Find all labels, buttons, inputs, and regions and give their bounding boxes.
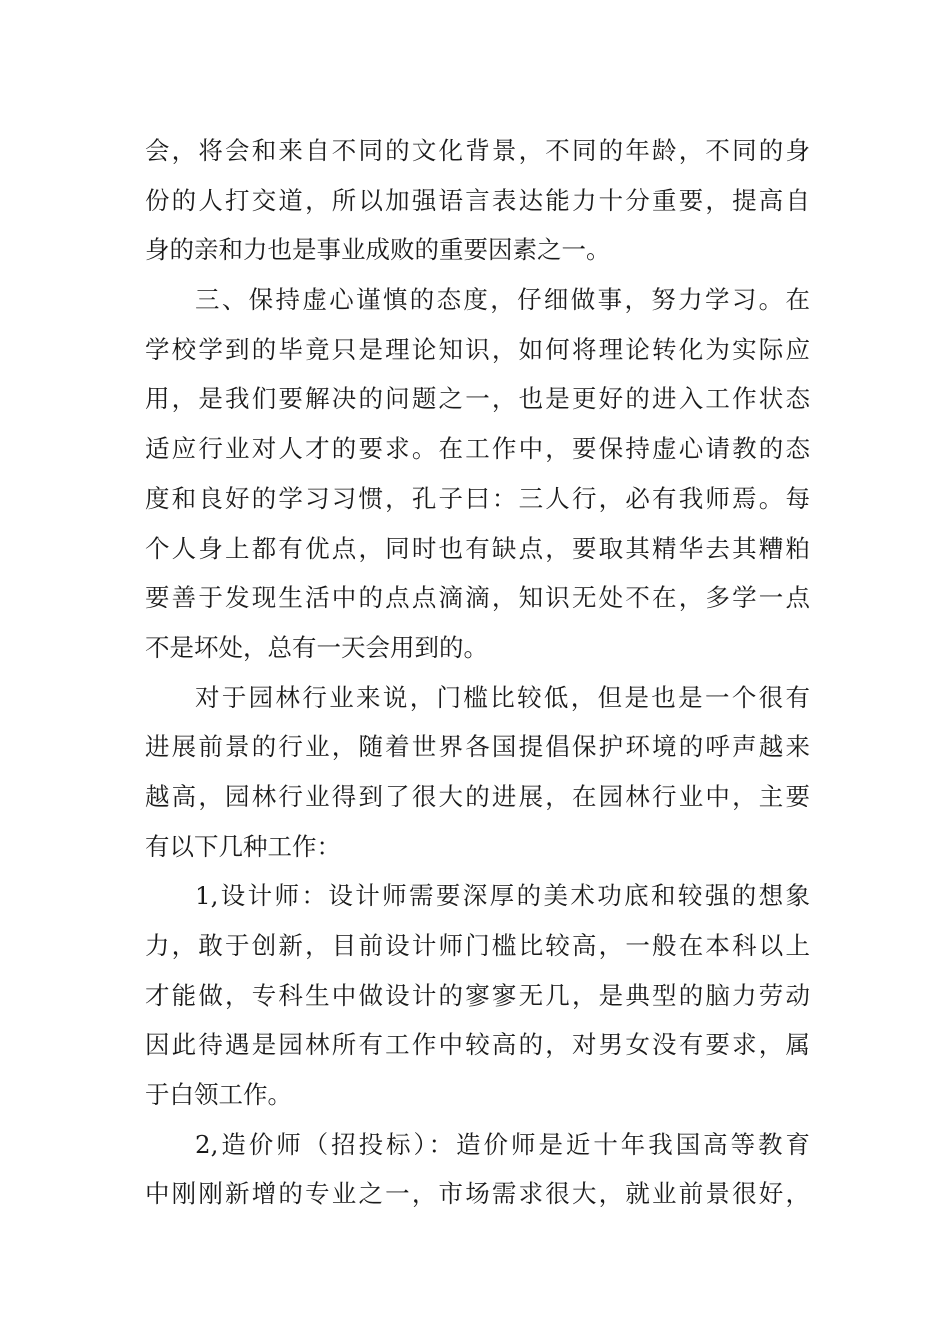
text-line: 于白领工作。: [145, 1080, 292, 1110]
text-line: 1,设计师：设计师需要深厚的美术功底和较强的想象: [195, 881, 810, 911]
text-line: 因此待遇是园林所有工作中较高的，对男女没有要求，属: [145, 1030, 810, 1060]
text-line: 用，是我们要解决的问题之一，也是更好的进入工作状态: [145, 384, 810, 414]
text-line: 会，将会和来自不同的文化背景，不同的年龄，不同的身: [145, 136, 810, 165]
text-line: 要善于发现生活中的点点滴滴，知识无处不在，多学一点: [145, 583, 810, 613]
text-line: 2,造价师（招投标）：造价师是近十年我国高等教育: [195, 1129, 810, 1159]
text-line: 三、保持虚心谨慎的态度，仔细做事，努力学习。在: [195, 285, 810, 315]
body-text: [145, 126, 810, 1219]
text-line: 度和良好的学习习惯，孔子曰：三人行，必有我师焉。每: [145, 483, 810, 513]
text-line: 力，敢于创新，目前设计师门槛比较高，一般在本科以上: [145, 931, 810, 960]
text-line: 适应行业对人才的要求。在工作中，要保持虚心请教的态: [145, 434, 810, 464]
text-line: 进展前景的行业，随着世界各国提倡保护环境的呼声越来: [145, 732, 810, 762]
text-line: 份的人打交道，所以加强语言表达能力十分重要，提高自: [145, 185, 810, 215]
text-line: 学校学到的毕竟只是理论知识，如何将理论转化为实际应: [145, 334, 810, 364]
text-line: 不是坏处，总有一天会用到的。: [145, 632, 488, 662]
text-line: 身的亲和力也是事业成败的重要因素之一。: [145, 235, 611, 265]
text-line: 中刚刚新增的专业之一，市场需求很大，就业前景很好，: [145, 1179, 810, 1209]
text-line: 才能做，专科生中做设计的寥寥无几，是典型的脑力劳动: [145, 980, 810, 1010]
text-line: 有以下几种工作：: [145, 831, 341, 861]
text-line: 越高，园林行业得到了很大的进展，在园林行业中，主要: [145, 781, 810, 811]
text-line: 对于园林行业来说，门槛比较低，但是也是一个很有: [195, 682, 810, 712]
text-line: 个人身上都有优点，同时也有缺点，要取其精华去其糟粕: [145, 533, 810, 563]
